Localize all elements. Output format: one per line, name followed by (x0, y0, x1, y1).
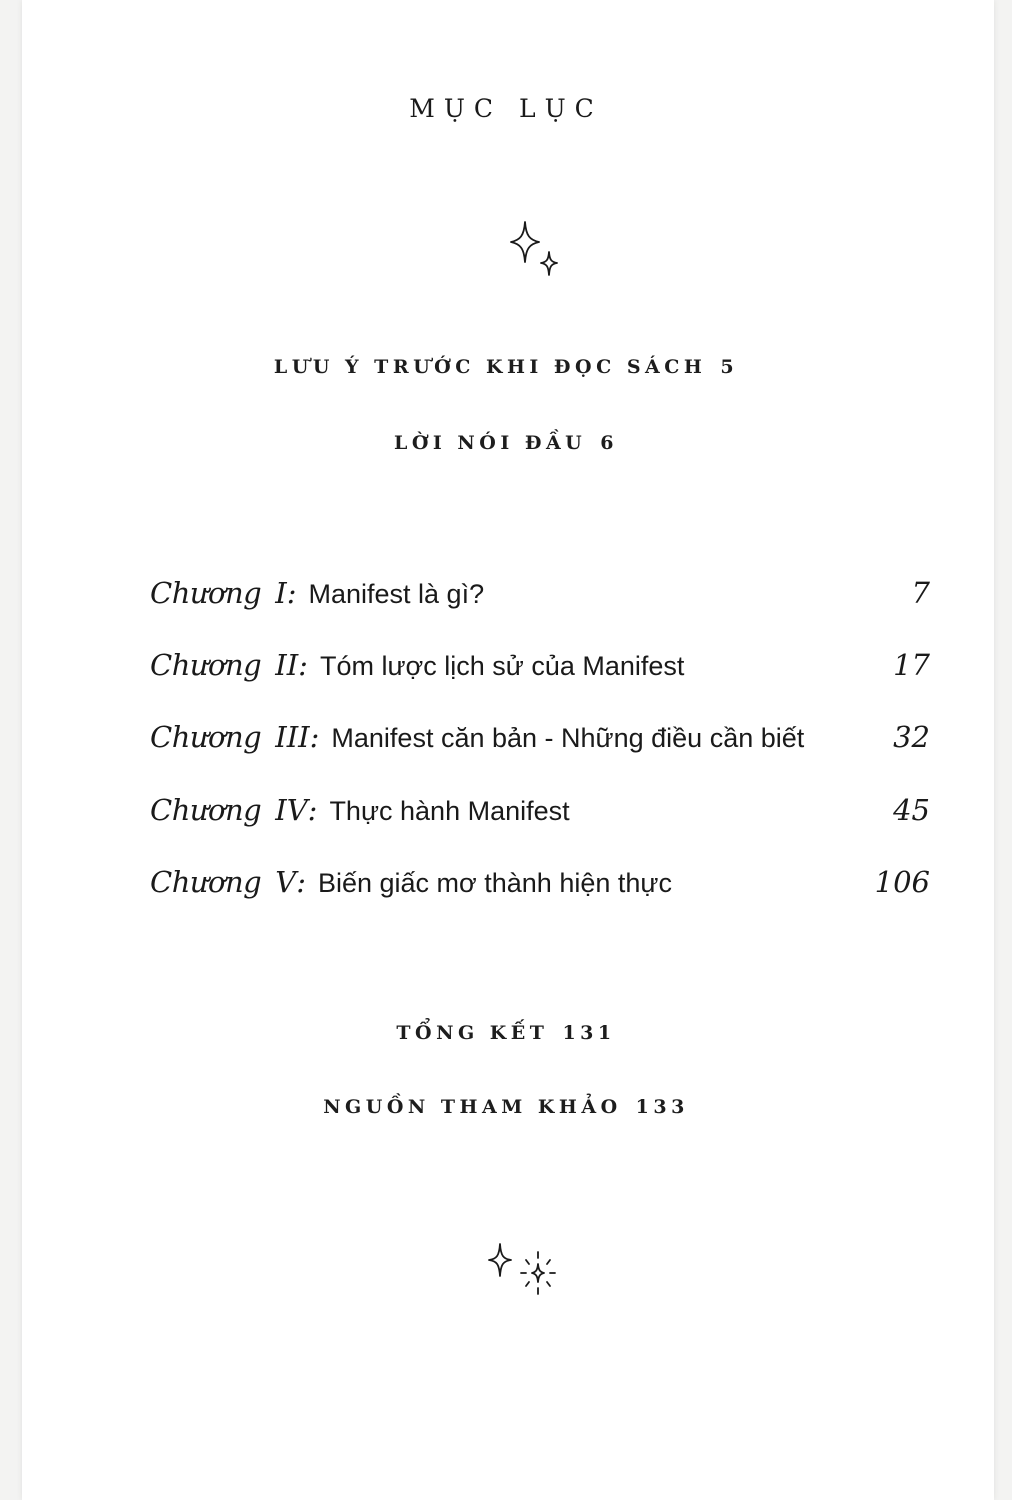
toc-entry-notes[interactable] (0, 356, 1012, 378)
toc-chapter-5[interactable] (150, 865, 930, 909)
entry-page: 131 (562, 1022, 616, 1044)
chapter-page: 32 (893, 720, 930, 754)
toc-chapter-4[interactable] (150, 793, 930, 837)
chapter-numeral: V (275, 865, 297, 899)
entry-page: 6 (600, 432, 618, 454)
sparkle-stars-icon (505, 218, 565, 284)
chapter-page: 7 (911, 576, 930, 610)
toc-entry-foreword[interactable] (0, 432, 1012, 454)
entry-label: NGUỒN THAM KHẢO (323, 1096, 622, 1118)
chapter-colon: : (286, 576, 297, 610)
chapter-colon: : (298, 648, 308, 682)
chapter-colon: : (307, 793, 318, 827)
chapter-colon: : (296, 865, 306, 899)
chapter-colon: : (309, 720, 320, 754)
entry-page: 5 (720, 356, 739, 378)
entry-label: LƯU Ý TRƯỚC KHI ĐỌC SÁCH (273, 356, 707, 378)
chapter-page: 45 (893, 793, 930, 827)
chapter-numeral: I (275, 576, 287, 610)
chapter-prefix: Chương (150, 720, 262, 754)
chapter-page: 17 (893, 648, 930, 682)
entry-label: LỜI NÓI ĐẦU (394, 432, 587, 454)
chapter-numeral: II (275, 648, 299, 682)
toc-chapter-1[interactable] (150, 576, 930, 620)
chapter-title: Biến giấc mơ thành hiện thực (317, 868, 672, 898)
chapter-title: Thực hành Manifest (329, 796, 570, 826)
chapter-numeral: IV (275, 793, 308, 827)
toc-entry-summary[interactable] (0, 1022, 1012, 1044)
chapter-title: Manifest là gì? (308, 579, 485, 609)
radiant-star-icon (484, 1238, 570, 1300)
chapter-prefix: Chương (150, 865, 262, 899)
toc-chapter-3[interactable] (150, 720, 930, 764)
chapter-page: 106 (874, 865, 930, 899)
chapter-numeral: III (275, 720, 310, 754)
toc-title: MỤC LỤC (409, 94, 603, 123)
chapter-title: Tóm lược lịch sử của Manifest (319, 651, 685, 681)
chapter-prefix: Chương (150, 648, 262, 682)
toc-entry-references[interactable] (0, 1096, 1012, 1118)
chapter-prefix: Chương (150, 793, 262, 827)
chapter-title: Manifest căn bản - Những điều cần biết (331, 723, 805, 753)
entry-page: 133 (635, 1096, 689, 1118)
entry-label: TỔNG KẾT (396, 1022, 549, 1044)
chapter-prefix: Chương (150, 576, 262, 610)
toc-chapter-2[interactable] (150, 648, 930, 692)
